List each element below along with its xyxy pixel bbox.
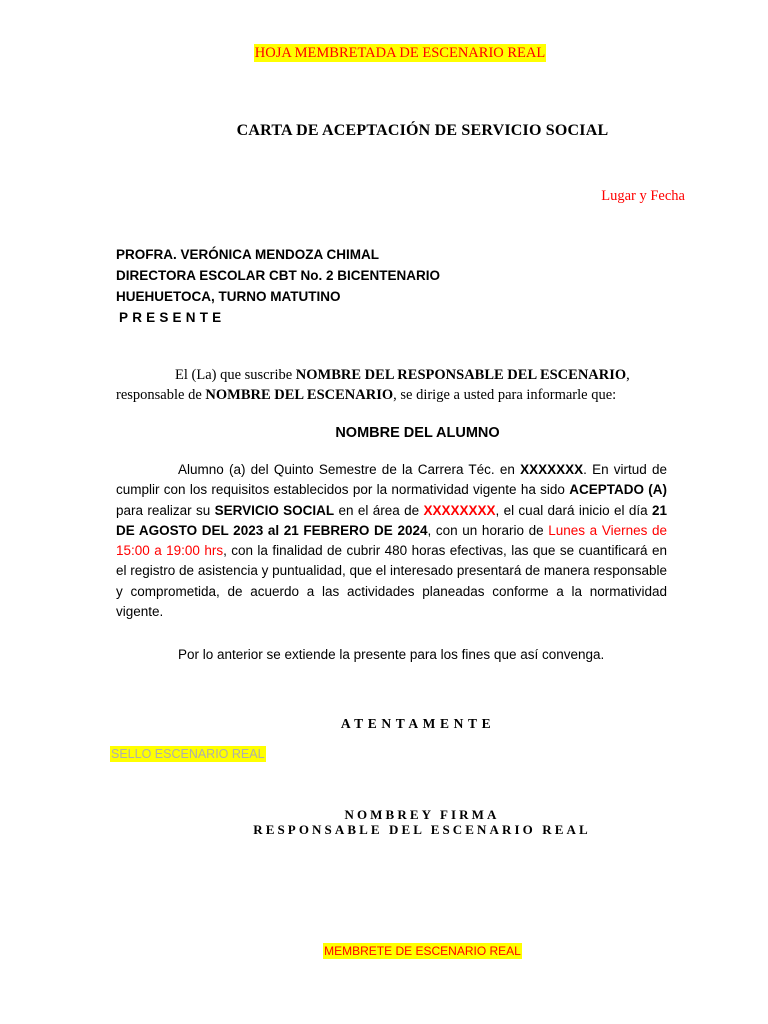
body-text-7: , con la finalidad de cubrir 480 horas efectivas, las que se cuantificará en el registro de asistencia y puntualidad, que el interesado presentará de manera responsable y comprometida, de acuerdo a las actividades planeadas conforme a la normatividad vigente. — [116, 543, 667, 620]
place-date: Lugar y Fecha — [601, 188, 685, 204]
body-text-6: , con un horario de — [427, 522, 549, 538]
document-title: CARTA DE ACEPTACIÓN DE SERVICIO SOCIAL — [236, 122, 609, 139]
letterhead-header — [0, 45, 768, 62]
intro-text-3: , se dirige a usted para informarle que: — [393, 387, 617, 403]
responsible-name-placeholder: NOMBRE DEL RESPONSABLE DEL ESCENARIO — [295, 367, 627, 383]
body-text-2: . En virtud de cumplir con los requisitos establecidos por la normatividad vigente ha sido — [116, 462, 667, 498]
recipient-name: PROFRA. VERÓNICA MENDOZA CHIMAL — [116, 247, 379, 262]
body-text-5: , el cual dará inicio el día — [495, 502, 652, 518]
recipient-location: HUEHUETOCA, TURNO MATUTINO — [116, 289, 341, 304]
intro-text-2: , responsable de — [116, 367, 630, 403]
body-text-3: para realizar su — [116, 502, 215, 518]
recipient-position: DIRECTORA ESCOLAR CBT No. 2 BICENTENARIO — [116, 268, 441, 283]
area-placeholder: XXXXXXXX — [423, 502, 496, 518]
recipient-block — [116, 244, 440, 328]
student-name: NOMBRE DEL ALUMNO — [335, 425, 500, 441]
letterhead-footer — [0, 944, 768, 958]
service-text: SERVICIO SOCIAL — [214, 502, 335, 518]
recipient-presente: PRESENTE — [119, 310, 226, 325]
closing-sentence: Por lo anterior se extiende la presente para los fines que así convenga. — [178, 647, 605, 662]
body-paragraph — [116, 460, 667, 622]
letterhead-header-text: HOJA MEMBRETADA DE ESCENARIO REAL — [254, 45, 546, 61]
seal-text: SELLO ESCENARIO REAL — [111, 747, 265, 761]
accepted-text: ACEPTADO (A) — [569, 482, 668, 498]
signature-block — [0, 807, 768, 837]
service-dates: 21 DE AGOSTO DEL 2023 al 21 FEBRERO DE 2024 — [116, 502, 667, 538]
body-text-4: en el área de — [334, 502, 424, 518]
signature-name: NOMBREY FIRMA — [344, 807, 500, 822]
schedule-text: Lunes a Viernes de 15:00 a 19:00 hrs — [116, 522, 668, 559]
intro-text-1: El (La) que suscribe — [175, 367, 296, 383]
intro-paragraph — [116, 365, 656, 405]
signature-role: RESPONSABLE DEL ESCENARIO REAL — [253, 822, 591, 837]
body-text-1: Alumno (a) del Quinto Semestre de la Carrera Téc. en — [178, 462, 521, 477]
career-placeholder: XXXXXXX — [520, 462, 584, 477]
seal-placeholder — [110, 747, 266, 761]
atentamente: ATENTAMENTE — [340, 716, 496, 731]
letterhead-footer-text: MEMBRETE DE ESCENARIO REAL — [324, 944, 521, 958]
scenario-name-placeholder: NOMBRE DEL ESCENARIO — [205, 387, 394, 403]
